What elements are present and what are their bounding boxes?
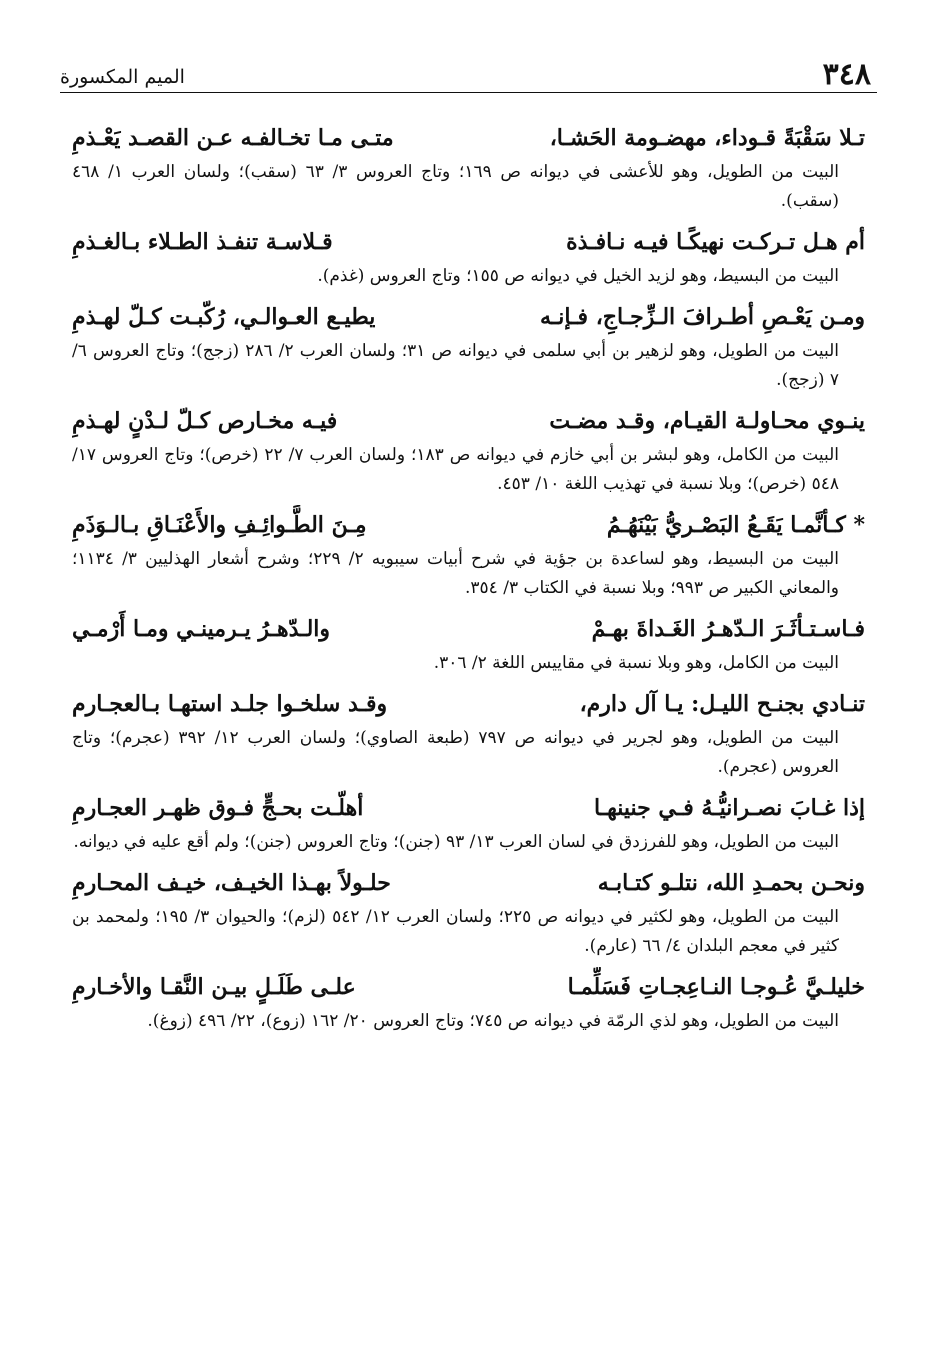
- first-hemistich: ونحـن بحمـدِ الله، نتلـو كتـابـه: [597, 870, 865, 896]
- second-hemistich: مِـنَ الطَّـوائِـفِ والأَعْنَـاقِ بـالـوَذَمِ: [72, 512, 367, 538]
- verse-line: [72, 118, 865, 158]
- verse-line: [72, 609, 865, 649]
- second-hemistich: فيـه مخـارص كـلّ لـدْنٍ لهـذمِ: [72, 408, 338, 434]
- verse-note: البيت من الكامل، وهو لبشر بن أبي خازم في ديوانه ص ١٨٣؛ ولسان العرب ٧/ ٢٢ (خرص)؛ وتاج العروس ١٧/ ٥٤٨ (خرص)؛ وبلا نسبة في تهذيب اللغة ١٠/ ٤٥٣.: [72, 445, 839, 494]
- verse-entry: [72, 609, 865, 678]
- verse-line: [72, 863, 865, 903]
- verse-entry: [72, 505, 865, 603]
- second-hemistich: متـى مـا تخـالفـه عـن القصـد يَعْـذمِ: [72, 125, 394, 151]
- verse-entry: [72, 118, 865, 216]
- verse-entry: [72, 863, 865, 961]
- verse-line: [72, 297, 865, 337]
- verse-note: البيت من الطويل، وهو لكثير في ديوانه ص ٢٢٥؛ ولسان العرب ١٢/ ٥٤٢ (لزم)؛ والحيوان ٣/ ١٩٥؛ ولمحمد بن كثير في معجم البلدان ٤/ ٦٦ (عارم).: [72, 907, 840, 956]
- second-hemistich: قـلاسـة تنفـذ الطـلاء بـالغـذمِ: [72, 229, 333, 255]
- verse-note: البيت من الطويل، وهو للفرزدق في لسان العرب ١٣/ ٩٣ (جنن)؛ وتاج العروس (جنن)؛ ولم أقع عليه في ديوانه.: [73, 832, 839, 852]
- verse-note: البيت من الطويل، وهو للأعشى في ديوانه ص ١٦٩؛ وتاج العروس ٣/ ٦٣ (سقب)؛ ولسان العرب ١/ ٤٦٨ (سقب).: [72, 162, 840, 211]
- first-hemistich: تنـادي بجنـح الليـل: يـا آل دارم،: [579, 691, 865, 717]
- verse-line: [72, 788, 865, 828]
- verse-entry: [72, 222, 865, 291]
- verse-line: [72, 967, 865, 1007]
- verse-line: [72, 401, 865, 441]
- verse-entry: [72, 401, 865, 499]
- verse-entry: [72, 967, 865, 1036]
- page-header: [60, 58, 877, 93]
- first-hemistich: * كـأنَّمـا يَقَـعُ البَصْـريُّ بَيْنَهُـمُ: [606, 512, 865, 538]
- first-hemistich: أم هـل تـركـت نهيكًـا فيـه نـافـذة: [566, 229, 865, 255]
- verse-note: البيت من الطويل، وهو لزهير بن أبي سلمى في ديوانه ص ٣١؛ ولسان العرب ٢/ ٢٨٦ (زجج)؛ وتاج العروس ٦/ ٧ (زجج).: [72, 341, 840, 390]
- first-hemistich: خليلـيَّ عُـوجـا النـاعِجـاتِ فَسَلِّمـا: [567, 974, 865, 1000]
- first-hemistich: فـاسـتـأثَـرَ الـدّهـرُ الغَـداةَ بهـمْ: [591, 616, 865, 642]
- second-hemistich: أهلّـت بحـجٍّ فـوق ظهـر العجـارمِ: [72, 795, 364, 821]
- first-hemistich: تـلا سَقْبَةً قـوداء، مهضـومة الحَشـا،: [549, 125, 865, 151]
- verse-note: البيت من الكامل، وهو وبلا نسبة في مقاييس اللغة ٢/ ٣٠٦.: [433, 653, 839, 673]
- second-hemistich: علـى طَلَـلٍ بيـن النَّقـا والأخـارمِ: [72, 974, 356, 1000]
- verse-line: [72, 222, 865, 262]
- page-number: ٣٤٨: [822, 57, 871, 92]
- verse-note: البيت من الطويل، وهو لذي الرمّة في ديوانه ص ٧٤٥؛ وتاج العروس ٢٠/ ١٦٢ (زوع)، ٢٢/ ٤٩٦ (زوغ).: [147, 1011, 839, 1031]
- first-hemistich: ومـن يَعْـصِ أطـرافَ الـزِّجـاجِ، فـإنـه: [540, 304, 865, 330]
- verse-note: البيت من البسيط، وهو لزيد الخيل في ديوانه ص ١٥٥؛ وتاج العروس (غذم).: [317, 266, 839, 286]
- first-hemistich: ينـوي محـاولـة القيـام، وقـد مضـت: [549, 408, 865, 434]
- verse-line: [72, 505, 865, 545]
- verse-note: البيت من البسيط، وهو لساعدة بن جؤية في شرح أبيات سيبويه ٢/ ٢٢٩؛ وشرح أشعار الهذليين ٣/ ١١٣٤؛ والمعاني الكبير ص ٩٩٣؛ وبلا نسبة في الكتاب ٣/ ٣٥٤.: [72, 549, 839, 598]
- verse-line: [72, 684, 865, 724]
- second-hemistich: وقـد سلخـوا جلـد استهـا بـالعجـارم: [72, 691, 388, 717]
- second-hemistich: حلـولاً بهـذا الخيـف، خيـف المحـارمِ: [72, 870, 391, 896]
- verse-entries: [72, 118, 865, 1042]
- verse-entry: [72, 684, 865, 782]
- verse-entry: [72, 788, 865, 857]
- second-hemistich: والـدّهـرُ يـرمينـي ومـا أَرْمـي: [72, 616, 331, 642]
- first-hemistich: إذا غـابَ نصـرانيُّـهُ فـي جنينهـا: [593, 795, 865, 821]
- second-hemistich: يطيـع العـوالـي، رُكّبـت كـلّ لهـذمِ: [72, 304, 376, 330]
- verse-entry: [72, 297, 865, 395]
- verse-note: البيت من الطويل، وهو لجرير في ديوانه ص ٧٩٧ (طبعة الصاوي)؛ ولسان العرب ١٢/ ٣٩٢ (عجرم)؛ وتاج العروس (عجرم).: [72, 728, 839, 777]
- running-title: الميم المكسورة: [60, 66, 185, 88]
